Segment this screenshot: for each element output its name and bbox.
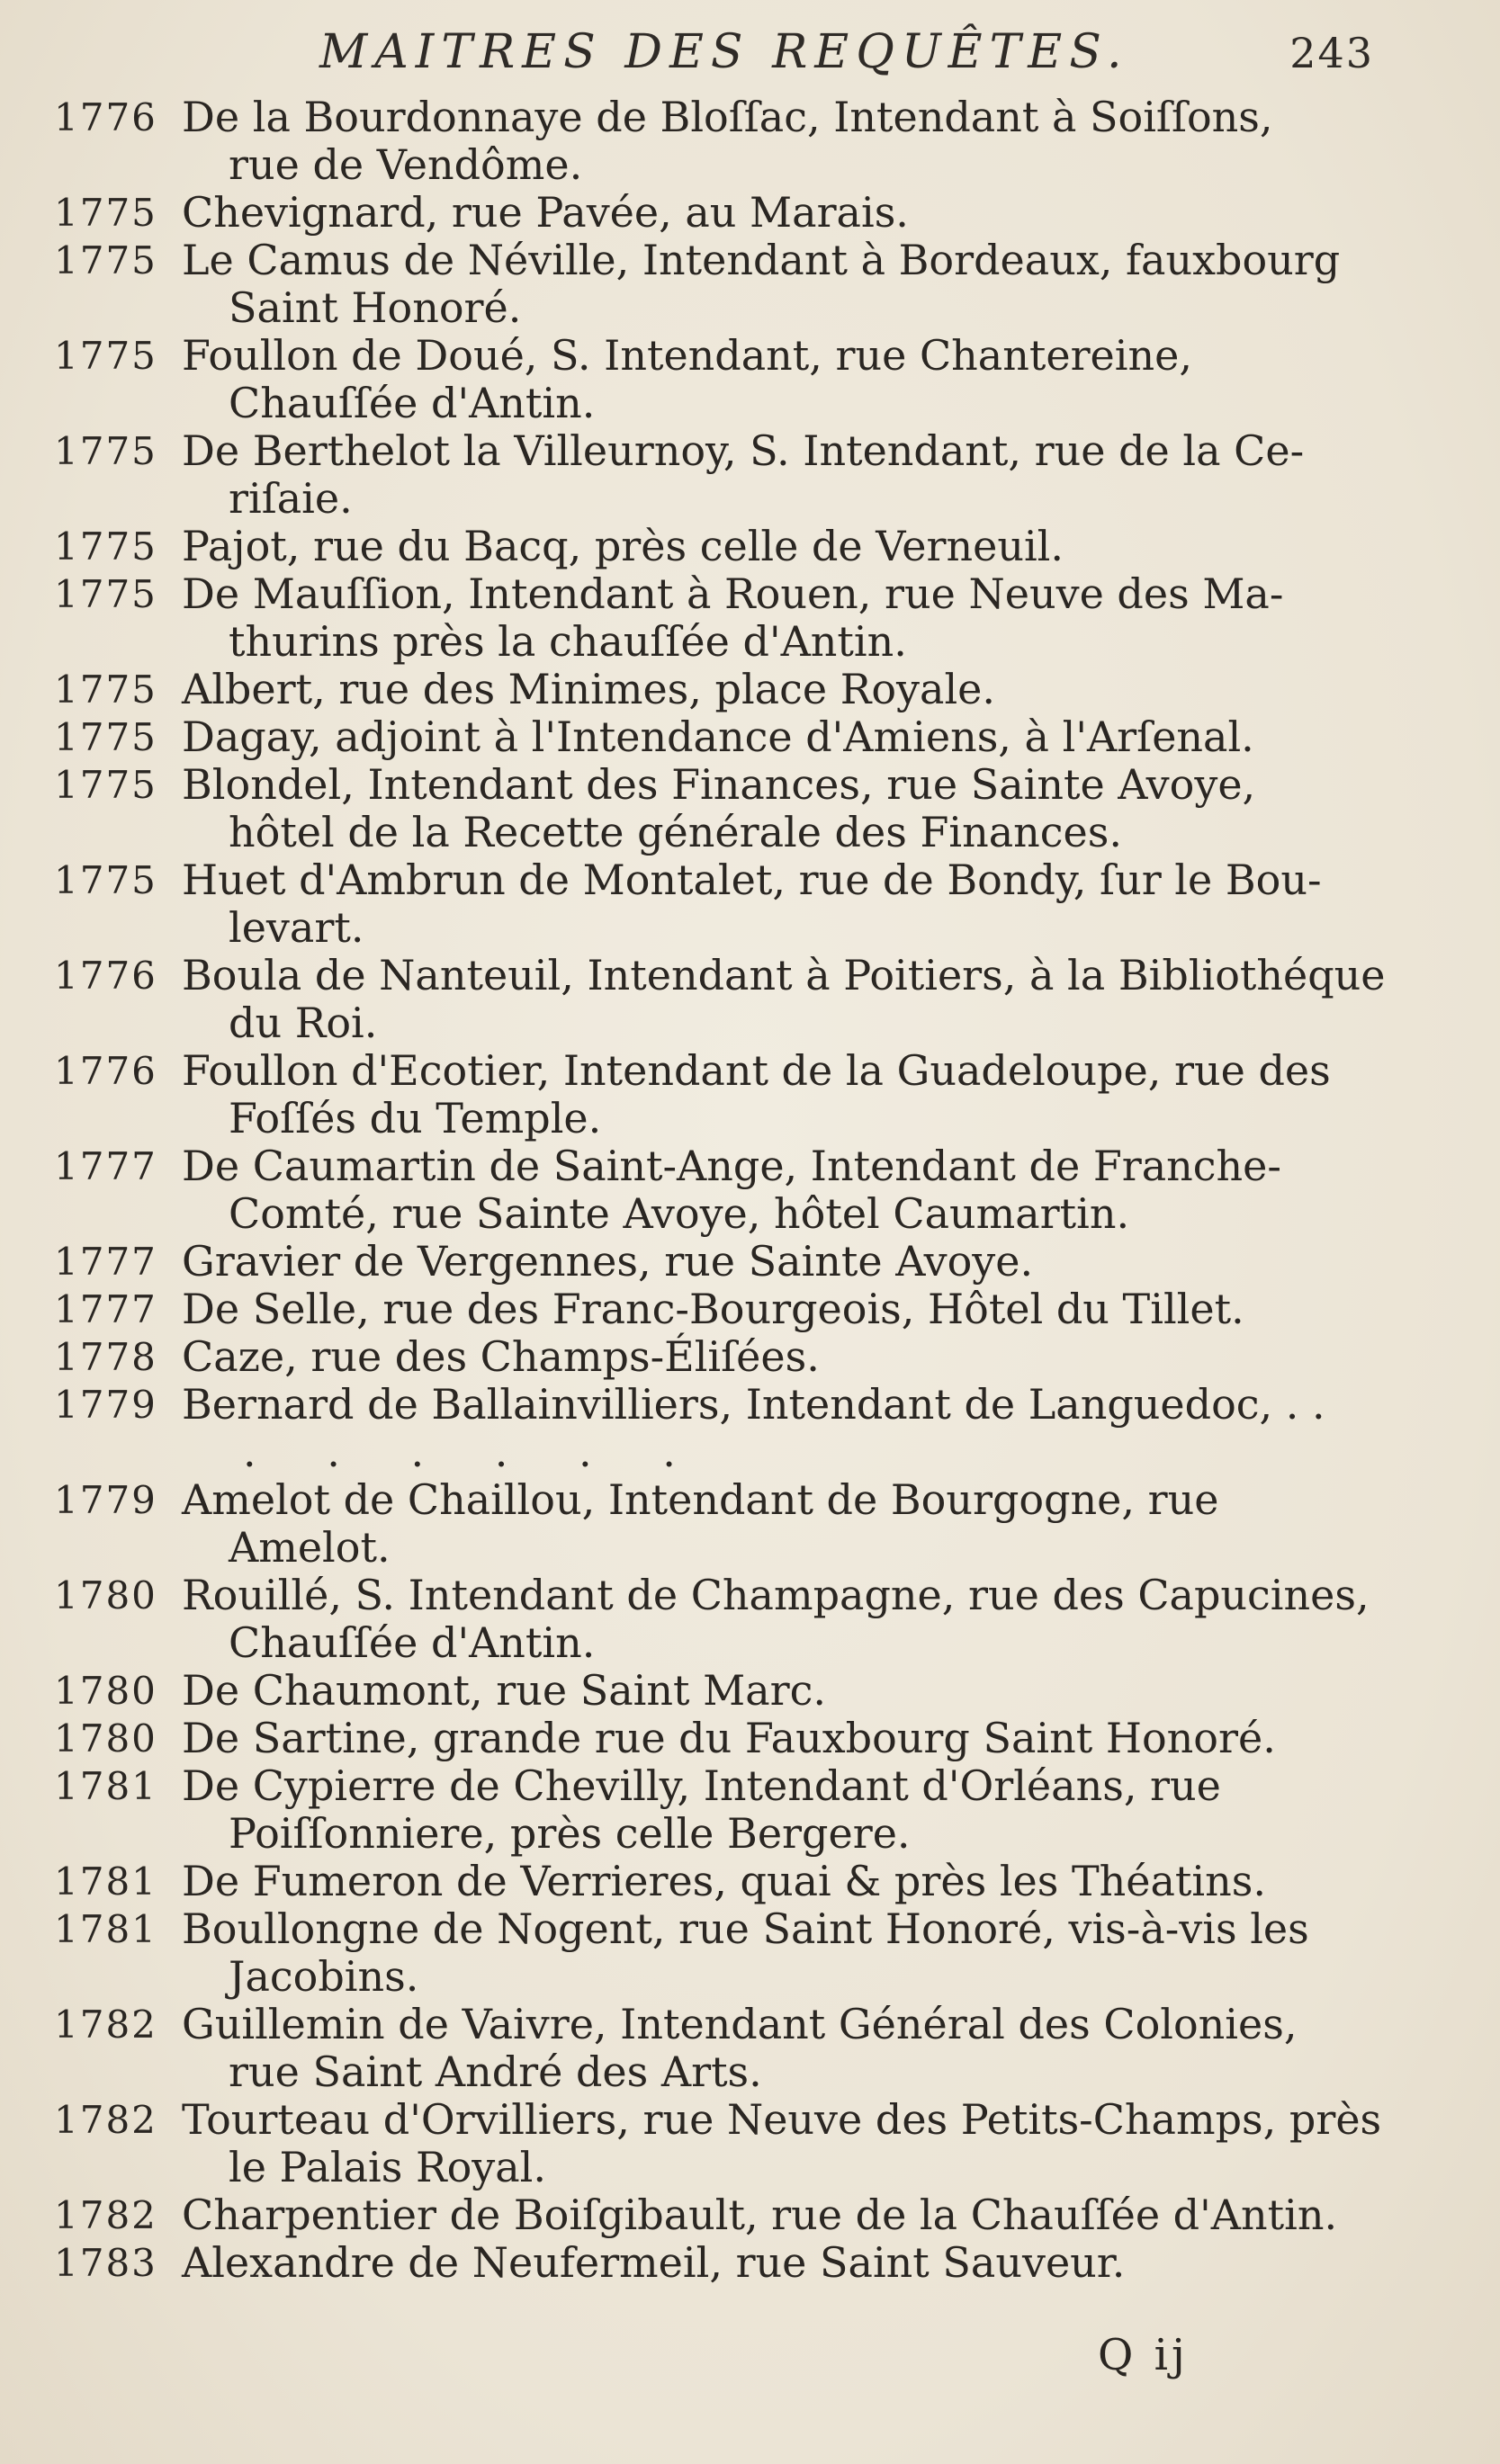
entry-line: De Berthelot la Villeurnoy, S. Intendant, rue de la Ce- bbox=[182, 426, 1305, 475]
entry-continuation: Chauſſée d'Antin. bbox=[229, 1618, 596, 1667]
entry-continuation: Poiſſonniere, près celle Bergere. bbox=[229, 1809, 911, 1858]
entry-year: 1775 bbox=[54, 524, 157, 569]
entry-continuation: Amelot. bbox=[229, 1523, 391, 1572]
entry-year: 1779 bbox=[54, 1383, 157, 1427]
entry-year: 1775 bbox=[54, 572, 157, 616]
list-item bbox=[54, 856, 1404, 952]
entry-continuation: thurins près la chauſſée d'Antin. bbox=[229, 617, 907, 666]
entry-text bbox=[182, 761, 1404, 856]
entry-line: Rouillé, S. Intendant de Champagne, rue des Capucines, bbox=[182, 1571, 1370, 1619]
entry-continuation: riſaie. bbox=[229, 474, 353, 523]
entry-continuation: Saint Honoré. bbox=[229, 283, 522, 332]
entry-continuation: rue Saint André des Arts. bbox=[229, 2047, 762, 2096]
list-item bbox=[54, 952, 1404, 1047]
entry-text bbox=[182, 1381, 1404, 1429]
running-header bbox=[319, 25, 1374, 88]
entry-year: 1777 bbox=[54, 1240, 157, 1284]
entry-text bbox=[182, 1858, 1404, 1905]
entry-text bbox=[182, 2001, 1404, 2096]
list-item bbox=[54, 427, 1404, 523]
entry-year: 1776 bbox=[54, 954, 157, 998]
entry-text bbox=[182, 2239, 1404, 2287]
entry-line: Amelot de Chaillou, Intendant de Bourgogne, rue bbox=[182, 1475, 1219, 1524]
list-item bbox=[54, 2096, 1404, 2191]
entry-line: Gravier de Vergennes, rue Sainte Avoye. bbox=[182, 1237, 1034, 1286]
entry-year: 1781 bbox=[54, 1764, 157, 1808]
entry-text bbox=[182, 713, 1404, 761]
entry-line: De Selle, rue des Franc-Bourgeois, Hôtel du Tillet. bbox=[182, 1285, 1244, 1333]
entry-text bbox=[182, 1047, 1404, 1142]
entry-year: 1775 bbox=[54, 763, 157, 807]
list-item bbox=[54, 332, 1404, 427]
entry-year: 1775 bbox=[54, 715, 157, 759]
list-item bbox=[54, 1762, 1404, 1858]
entry-continuation: hôtel de la Recette générale des Finances. bbox=[229, 808, 1122, 856]
entry-line: Huet d'Ambrun de Montalet, rue de Bondy, ſur le Bou- bbox=[182, 856, 1322, 904]
entry-line: Guillemin de Vaivre, Intendant Général des Colonies, bbox=[182, 2000, 1298, 2048]
entry-year: 1783 bbox=[54, 2241, 157, 2285]
entry-continuation: Jacobins. bbox=[229, 1952, 419, 2001]
entry-year: 1775 bbox=[54, 429, 157, 473]
entry-line: De Sartine, grande rue du Fauxbourg Saint Honoré. bbox=[182, 1714, 1276, 1762]
entry-continuation: du Roi. bbox=[229, 999, 378, 1047]
entry-year: 1778 bbox=[54, 1335, 157, 1379]
entry-year: 1780 bbox=[54, 1669, 157, 1713]
list-item bbox=[54, 1238, 1404, 1286]
entry-continuation: le Palais Royal. bbox=[229, 2143, 547, 2191]
entry-line: Blondel, Intendant des Finances, rue Sainte Avoye, bbox=[182, 760, 1256, 809]
entry-line: Le Camus de Néville, Intendant à Bordeaux, fauxbourg bbox=[182, 236, 1341, 284]
list-item bbox=[54, 1476, 1404, 1572]
entry-year: 1777 bbox=[54, 1144, 157, 1188]
entry-text bbox=[182, 666, 1404, 713]
entry-year: 1779 bbox=[54, 1478, 157, 1522]
list-item bbox=[54, 761, 1404, 856]
entry-line: Pajot, rue du Bacq, près celle de Verneuil. bbox=[182, 522, 1064, 570]
list-item bbox=[54, 1286, 1404, 1333]
entry-line: De Cypierre de Chevilly, Intendant d'Orléans, rue bbox=[182, 1761, 1221, 1810]
entry-text bbox=[182, 856, 1404, 952]
entry-continuation: levart. bbox=[229, 903, 364, 952]
entry-line: De Caumartin de Saint-Ange, Intendant de Franche- bbox=[182, 1142, 1281, 1190]
entry-year: 1776 bbox=[54, 1049, 157, 1093]
entry-text bbox=[182, 523, 1404, 570]
ellipsis-row: . . . . . . bbox=[243, 1428, 705, 1476]
entry-continuation: rue de Vendôme. bbox=[229, 140, 583, 189]
entry-text bbox=[182, 952, 1404, 1047]
entry-year: 1775 bbox=[54, 334, 157, 378]
entry-year: 1782 bbox=[54, 2098, 157, 2142]
entry-text bbox=[182, 1905, 1404, 2001]
entry-text bbox=[182, 1142, 1404, 1238]
entry-year: 1780 bbox=[54, 1716, 157, 1761]
entry-line: Tourteau d'Orvilliers, rue Neuve des Petits-Champs, près bbox=[182, 2095, 1382, 2144]
list-item bbox=[54, 1047, 1404, 1142]
list-item bbox=[54, 1715, 1404, 1762]
entry-line: De la Bourdonnaye de Bloſſac, Intendant à Soiſſons, bbox=[182, 93, 1273, 141]
entry-year: 1782 bbox=[54, 2003, 157, 2047]
entry-text bbox=[182, 332, 1404, 427]
entry-line: Boula de Nanteuil, Intendant à Poitiers, à la Bibliothéque bbox=[182, 951, 1386, 999]
entry-year: 1777 bbox=[54, 1287, 157, 1331]
list-item bbox=[54, 2239, 1404, 2287]
entry-year: 1780 bbox=[54, 1573, 157, 1617]
page-title: MAITRES DES REQUÊTES. bbox=[319, 25, 1129, 79]
entry-text bbox=[182, 570, 1404, 666]
entry-line: Chevignard, rue Pavée, au Marais. bbox=[182, 188, 909, 237]
entry-continuation: Chauſſée d'Antin. bbox=[229, 379, 596, 427]
entry-text bbox=[182, 189, 1404, 237]
entry-year: 1781 bbox=[54, 1859, 157, 1904]
list-item bbox=[54, 94, 1404, 189]
list-item bbox=[54, 1858, 1404, 1905]
list-item bbox=[54, 189, 1404, 237]
list-item bbox=[54, 666, 1404, 713]
entry-text bbox=[182, 94, 1404, 189]
entry-text bbox=[182, 2191, 1404, 2239]
entry-text bbox=[182, 1476, 1404, 1572]
entry-line: Boullongne de Nogent, rue Saint Honoré, vis-à-vis les bbox=[182, 1904, 1309, 1953]
entry-line: Caze, rue des Champs-Éliſées. bbox=[182, 1332, 820, 1381]
list-item bbox=[54, 1142, 1404, 1238]
entry-list bbox=[54, 94, 1404, 2287]
entry-text bbox=[182, 1715, 1404, 1762]
entry-text bbox=[182, 1667, 1404, 1715]
entry-year: 1775 bbox=[54, 668, 157, 712]
signature-mark: Q ij bbox=[1098, 2330, 1189, 2380]
entry-text bbox=[182, 237, 1404, 332]
entry-line: Dagay, adjoint à l'Intendance d'Amiens, à l'Arſenal. bbox=[182, 712, 1254, 761]
entry-year: 1775 bbox=[54, 238, 157, 282]
list-item bbox=[54, 713, 1404, 761]
entry-continuation: Comté, rue Sainte Avoye, hôtel Caumartin. bbox=[229, 1189, 1130, 1238]
entry-text bbox=[182, 1238, 1404, 1286]
entry-continuation: Foſſés du Temple. bbox=[229, 1094, 602, 1142]
entry-line: De Mauſſion, Intendant à Rouen, rue Neuve des Ma- bbox=[182, 569, 1284, 618]
entry-text bbox=[182, 427, 1404, 523]
page-number: 243 bbox=[1289, 29, 1374, 77]
entry-text bbox=[182, 1333, 1404, 1381]
entry-line: Albert, rue des Minimes, place Royale. bbox=[182, 665, 996, 713]
entry-text bbox=[182, 1572, 1404, 1667]
entry-text bbox=[182, 1286, 1404, 1333]
list-item bbox=[54, 1333, 1404, 1381]
list-item bbox=[54, 1381, 1404, 1429]
list-item bbox=[54, 523, 1404, 570]
list-item bbox=[54, 2001, 1404, 2096]
entry-year: 1775 bbox=[54, 858, 157, 902]
entry-text bbox=[182, 1762, 1404, 1858]
list-item bbox=[54, 2191, 1404, 2239]
entry-line: Charpentier de Boiſgibault, rue de la Chauſſée d'Antin. bbox=[182, 2191, 1338, 2239]
entry-year: 1775 bbox=[54, 191, 157, 235]
list-item bbox=[54, 237, 1404, 332]
entry-year: 1781 bbox=[54, 1907, 157, 1951]
entry-line: Foullon de Doué, S. Intendant, rue Chantereine, bbox=[182, 331, 1192, 380]
entry-year: 1776 bbox=[54, 95, 157, 139]
entry-line: Foullon d'Ecotier, Intendant de la Guadeloupe, rue des bbox=[182, 1046, 1331, 1095]
list-item bbox=[54, 1572, 1404, 1667]
entry-line: Bernard de Ballainvilliers, Intendant de Languedoc, . . bbox=[182, 1380, 1325, 1429]
list-item bbox=[54, 1667, 1404, 1715]
list-item bbox=[54, 1905, 1404, 2001]
entry-text bbox=[182, 2096, 1404, 2191]
entry-line: De Chaumont, rue Saint Marc. bbox=[182, 1666, 827, 1715]
entry-year: 1782 bbox=[54, 2193, 157, 2237]
list-item bbox=[54, 570, 1404, 666]
entry-line: De Fumeron de Verrieres, quai & près les Théatins. bbox=[182, 1857, 1266, 1905]
entry-line: Alexandre de Neufermeil, rue Saint Sauveur. bbox=[182, 2238, 1126, 2287]
